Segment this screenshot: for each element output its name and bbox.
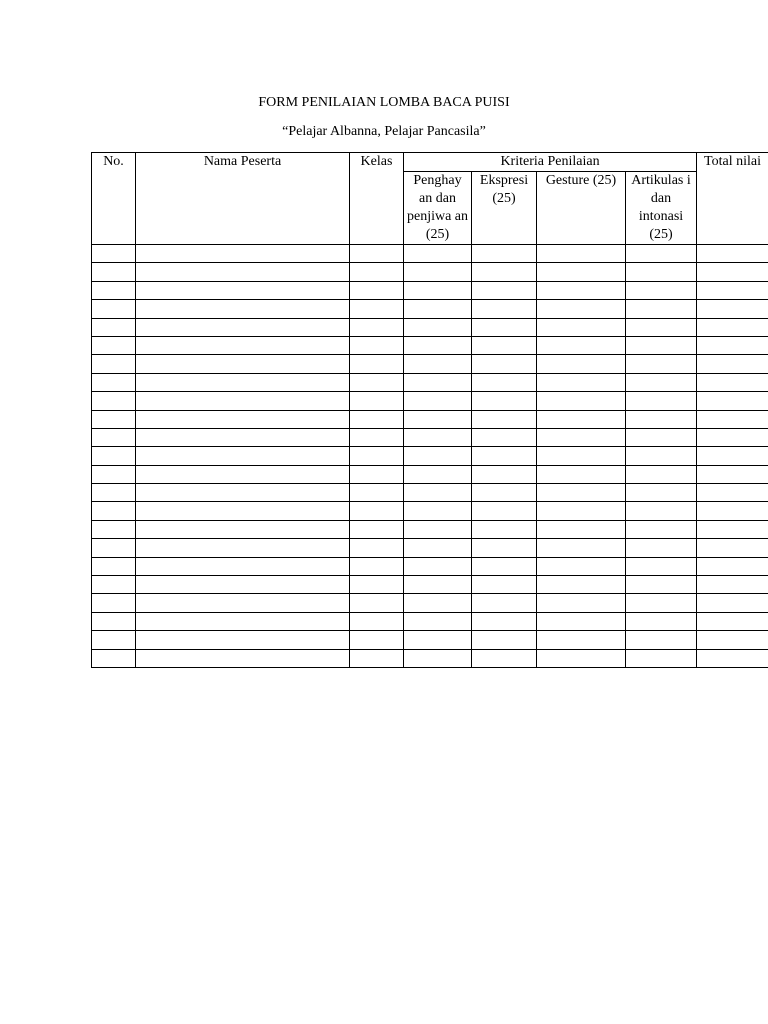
cell-ekspresi[interactable] <box>472 336 537 354</box>
cell-total-nilai[interactable] <box>697 447 768 465</box>
cell-nama-peserta[interactable] <box>136 649 350 667</box>
cell-kelas[interactable] <box>350 447 404 465</box>
cell-nama-peserta[interactable] <box>136 557 350 575</box>
table-row <box>92 612 768 630</box>
cell-no[interactable] <box>92 318 136 336</box>
cell-nama-peserta[interactable] <box>136 373 350 391</box>
cell-total-nilai[interactable] <box>697 373 768 391</box>
cell-penghayatan[interactable] <box>404 392 472 410</box>
cell-gesture[interactable] <box>537 576 626 594</box>
cell-artikulasi[interactable] <box>626 520 697 538</box>
cell-gesture[interactable] <box>537 594 626 612</box>
cell-gesture[interactable] <box>537 281 626 299</box>
cell-artikulasi[interactable] <box>626 410 697 428</box>
cell-total-nilai[interactable] <box>697 612 768 630</box>
cell-total-nilai[interactable] <box>697 336 768 354</box>
header-penghayatan: Penghay an dan penjiwa an (25) <box>404 172 472 245</box>
cell-kelas[interactable] <box>350 428 404 446</box>
cell-penghayatan[interactable] <box>404 373 472 391</box>
cell-kelas[interactable] <box>350 520 404 538</box>
cell-nama-peserta[interactable] <box>136 355 350 373</box>
cell-ekspresi[interactable] <box>472 373 537 391</box>
cell-kelas[interactable] <box>350 373 404 391</box>
cell-no[interactable] <box>92 539 136 557</box>
header-artikulasi: Artikulas i dan intonasi (25) <box>626 172 697 245</box>
cell-nama-peserta[interactable] <box>136 539 350 557</box>
cell-penghayatan[interactable] <box>404 649 472 667</box>
cell-gesture[interactable] <box>537 649 626 667</box>
cell-no[interactable] <box>92 594 136 612</box>
cell-penghayatan[interactable] <box>404 447 472 465</box>
table-row <box>92 520 768 538</box>
cell-no[interactable] <box>92 484 136 502</box>
cell-kelas[interactable] <box>350 336 404 354</box>
cell-kelas[interactable] <box>350 392 404 410</box>
cell-total-nilai[interactable] <box>697 428 768 446</box>
cell-ekspresi[interactable] <box>472 576 537 594</box>
table-row <box>92 502 768 520</box>
cell-nama-peserta[interactable] <box>136 502 350 520</box>
header-nama-peserta: Nama Peserta <box>136 153 350 245</box>
cell-total-nilai[interactable] <box>697 300 768 318</box>
cell-penghayatan[interactable] <box>404 594 472 612</box>
cell-artikulasi[interactable] <box>626 539 697 557</box>
table-row <box>92 576 768 594</box>
table-row <box>92 594 768 612</box>
table-row <box>92 649 768 667</box>
cell-total-nilai[interactable] <box>697 520 768 538</box>
form-title: FORM PENILAIAN LOMBA BACA PUISI <box>258 95 510 110</box>
cell-no[interactable] <box>92 502 136 520</box>
cell-no[interactable] <box>92 410 136 428</box>
table-row <box>92 263 768 281</box>
cell-artikulasi[interactable] <box>626 318 697 336</box>
cell-penghayatan[interactable] <box>404 612 472 630</box>
cell-nama-peserta[interactable] <box>136 447 350 465</box>
table-row <box>92 428 768 446</box>
cell-total-nilai[interactable] <box>697 557 768 575</box>
cell-gesture[interactable] <box>537 539 626 557</box>
cell-penghayatan[interactable] <box>404 336 472 354</box>
cell-artikulasi[interactable] <box>626 392 697 410</box>
cell-no[interactable] <box>92 649 136 667</box>
cell-artikulasi[interactable] <box>626 355 697 373</box>
cell-penghayatan[interactable] <box>404 410 472 428</box>
cell-ekspresi[interactable] <box>472 263 537 281</box>
cell-penghayatan[interactable] <box>404 300 472 318</box>
cell-gesture[interactable] <box>537 520 626 538</box>
cell-nama-peserta[interactable] <box>136 318 350 336</box>
cell-kelas[interactable] <box>350 631 404 649</box>
cell-total-nilai[interactable] <box>697 649 768 667</box>
cell-artikulasi[interactable] <box>626 649 697 667</box>
cell-ekspresi[interactable] <box>472 520 537 538</box>
cell-gesture[interactable] <box>537 502 626 520</box>
table-row <box>92 410 768 428</box>
cell-ekspresi[interactable] <box>472 410 537 428</box>
cell-artikulasi[interactable] <box>626 447 697 465</box>
cell-penghayatan[interactable] <box>404 465 472 483</box>
cell-nama-peserta[interactable] <box>136 392 350 410</box>
cell-kelas[interactable] <box>350 594 404 612</box>
cell-nama-peserta[interactable] <box>136 612 350 630</box>
cell-total-nilai[interactable] <box>697 502 768 520</box>
cell-gesture[interactable] <box>537 631 626 649</box>
cell-artikulasi[interactable] <box>626 502 697 520</box>
table-row <box>92 539 768 557</box>
table-row <box>92 281 768 299</box>
cell-total-nilai[interactable] <box>697 631 768 649</box>
cell-artikulasi[interactable] <box>626 465 697 483</box>
cell-penghayatan[interactable] <box>404 484 472 502</box>
table-row <box>92 336 768 354</box>
cell-gesture[interactable] <box>537 410 626 428</box>
cell-gesture[interactable] <box>537 263 626 281</box>
cell-kelas[interactable] <box>350 410 404 428</box>
table-row <box>92 373 768 391</box>
cell-penghayatan[interactable] <box>404 263 472 281</box>
cell-artikulasi[interactable] <box>626 336 697 354</box>
cell-artikulasi[interactable] <box>626 428 697 446</box>
cell-ekspresi[interactable] <box>472 631 537 649</box>
cell-nama-peserta[interactable] <box>136 300 350 318</box>
cell-kelas[interactable] <box>350 484 404 502</box>
cell-no[interactable] <box>92 263 136 281</box>
cell-penghayatan[interactable] <box>404 428 472 446</box>
cell-ekspresi[interactable] <box>472 612 537 630</box>
table-row <box>92 447 768 465</box>
header-gesture: Gesture (25) <box>537 172 626 245</box>
cell-gesture[interactable] <box>537 447 626 465</box>
cell-kelas[interactable] <box>350 557 404 575</box>
cell-ekspresi[interactable] <box>472 465 537 483</box>
cell-kelas[interactable] <box>350 539 404 557</box>
cell-kelas[interactable] <box>350 300 404 318</box>
cell-gesture[interactable] <box>537 373 626 391</box>
cell-penghayatan[interactable] <box>404 281 472 299</box>
cell-ekspresi[interactable] <box>472 502 537 520</box>
cell-nama-peserta[interactable] <box>136 576 350 594</box>
cell-ekspresi[interactable] <box>472 300 537 318</box>
cell-artikulasi[interactable] <box>626 631 697 649</box>
cell-penghayatan[interactable] <box>404 576 472 594</box>
cell-no[interactable] <box>92 612 136 630</box>
table-row <box>92 245 768 263</box>
cell-kelas[interactable] <box>350 649 404 667</box>
cell-ekspresi[interactable] <box>472 557 537 575</box>
cell-total-nilai[interactable] <box>697 410 768 428</box>
cell-ekspresi[interactable] <box>472 281 537 299</box>
cell-nama-peserta[interactable] <box>136 428 350 446</box>
cell-kelas[interactable] <box>350 263 404 281</box>
cell-no[interactable] <box>92 336 136 354</box>
cell-kelas[interactable] <box>350 502 404 520</box>
cell-nama-peserta[interactable] <box>136 594 350 612</box>
cell-no[interactable] <box>92 392 136 410</box>
cell-artikulasi[interactable] <box>626 300 697 318</box>
scoring-table <box>91 152 768 668</box>
cell-no[interactable] <box>92 557 136 575</box>
header-kriteria-penilaian: Kriteria Penilaian <box>404 153 697 172</box>
cell-artikulasi[interactable] <box>626 281 697 299</box>
cell-gesture[interactable] <box>537 465 626 483</box>
table-row <box>92 465 768 483</box>
cell-no[interactable] <box>92 373 136 391</box>
cell-gesture[interactable] <box>537 300 626 318</box>
cell-kelas[interactable] <box>350 465 404 483</box>
cell-gesture[interactable] <box>537 612 626 630</box>
cell-nama-peserta[interactable] <box>136 281 350 299</box>
cell-total-nilai[interactable] <box>697 245 768 263</box>
cell-total-nilai[interactable] <box>697 281 768 299</box>
cell-kelas[interactable] <box>350 318 404 336</box>
cell-total-nilai[interactable] <box>697 594 768 612</box>
cell-total-nilai[interactable] <box>697 392 768 410</box>
cell-artikulasi[interactable] <box>626 245 697 263</box>
cell-nama-peserta[interactable] <box>136 245 350 263</box>
cell-no[interactable] <box>92 520 136 538</box>
cell-total-nilai[interactable] <box>697 484 768 502</box>
header-kelas: Kelas <box>350 153 404 245</box>
cell-ekspresi[interactable] <box>472 594 537 612</box>
cell-artikulasi[interactable] <box>626 263 697 281</box>
cell-artikulasi[interactable] <box>626 612 697 630</box>
cell-kelas[interactable] <box>350 576 404 594</box>
cell-penghayatan[interactable] <box>404 502 472 520</box>
cell-artikulasi[interactable] <box>626 557 697 575</box>
cell-ekspresi[interactable] <box>472 355 537 373</box>
cell-total-nilai[interactable] <box>697 318 768 336</box>
cell-total-nilai[interactable] <box>697 576 768 594</box>
cell-gesture[interactable] <box>537 557 626 575</box>
cell-ekspresi[interactable] <box>472 649 537 667</box>
cell-gesture[interactable] <box>537 336 626 354</box>
cell-kelas[interactable] <box>350 612 404 630</box>
cell-ekspresi[interactable] <box>472 428 537 446</box>
cell-penghayatan[interactable] <box>404 355 472 373</box>
cell-ekspresi[interactable] <box>472 539 537 557</box>
cell-ekspresi[interactable] <box>472 245 537 263</box>
cell-gesture[interactable] <box>537 318 626 336</box>
cell-kelas[interactable] <box>350 355 404 373</box>
cell-artikulasi[interactable] <box>626 576 697 594</box>
cell-nama-peserta[interactable] <box>136 263 350 281</box>
cell-ekspresi[interactable] <box>472 484 537 502</box>
cell-no[interactable] <box>92 245 136 263</box>
cell-nama-peserta[interactable] <box>136 465 350 483</box>
cell-gesture[interactable] <box>537 245 626 263</box>
table-row <box>92 392 768 410</box>
cell-penghayatan[interactable] <box>404 557 472 575</box>
cell-artikulasi[interactable] <box>626 594 697 612</box>
cell-gesture[interactable] <box>537 392 626 410</box>
cell-gesture[interactable] <box>537 484 626 502</box>
table-row <box>92 484 768 502</box>
cell-kelas[interactable] <box>350 245 404 263</box>
cell-no[interactable] <box>92 300 136 318</box>
cell-gesture[interactable] <box>537 355 626 373</box>
cell-nama-peserta[interactable] <box>136 336 350 354</box>
cell-penghayatan[interactable] <box>404 245 472 263</box>
cell-gesture[interactable] <box>537 428 626 446</box>
cell-no[interactable] <box>92 281 136 299</box>
cell-ekspresi[interactable] <box>472 318 537 336</box>
header-ekspresi: Ekspresi (25) <box>472 172 537 245</box>
cell-ekspresi[interactable] <box>472 392 537 410</box>
cell-no[interactable] <box>92 447 136 465</box>
cell-nama-peserta[interactable] <box>136 484 350 502</box>
cell-no[interactable] <box>92 576 136 594</box>
cell-nama-peserta[interactable] <box>136 631 350 649</box>
cell-ekspresi[interactable] <box>472 447 537 465</box>
cell-nama-peserta[interactable] <box>136 410 350 428</box>
table-row <box>92 318 768 336</box>
cell-no[interactable] <box>92 428 136 446</box>
cell-penghayatan[interactable] <box>404 539 472 557</box>
form-subtitle: “Pelajar Albanna, Pelajar Pancasila” <box>282 124 486 139</box>
cell-no[interactable] <box>92 355 136 373</box>
cell-total-nilai[interactable] <box>697 263 768 281</box>
table-row <box>92 557 768 575</box>
table-row <box>92 355 768 373</box>
table-row <box>92 631 768 649</box>
cell-nama-peserta[interactable] <box>136 520 350 538</box>
cell-penghayatan[interactable] <box>404 318 472 336</box>
cell-penghayatan[interactable] <box>404 631 472 649</box>
cell-kelas[interactable] <box>350 281 404 299</box>
cell-no[interactable] <box>92 631 136 649</box>
cell-total-nilai[interactable] <box>697 465 768 483</box>
table-row <box>92 300 768 318</box>
header-total-nilai: Total nilai <box>697 153 768 245</box>
cell-no[interactable] <box>92 465 136 483</box>
cell-artikulasi[interactable] <box>626 373 697 391</box>
cell-total-nilai[interactable] <box>697 355 768 373</box>
cell-artikulasi[interactable] <box>626 484 697 502</box>
cell-penghayatan[interactable] <box>404 520 472 538</box>
header-row-primary <box>92 153 768 172</box>
cell-total-nilai[interactable] <box>697 539 768 557</box>
header-no: No. <box>92 153 136 245</box>
